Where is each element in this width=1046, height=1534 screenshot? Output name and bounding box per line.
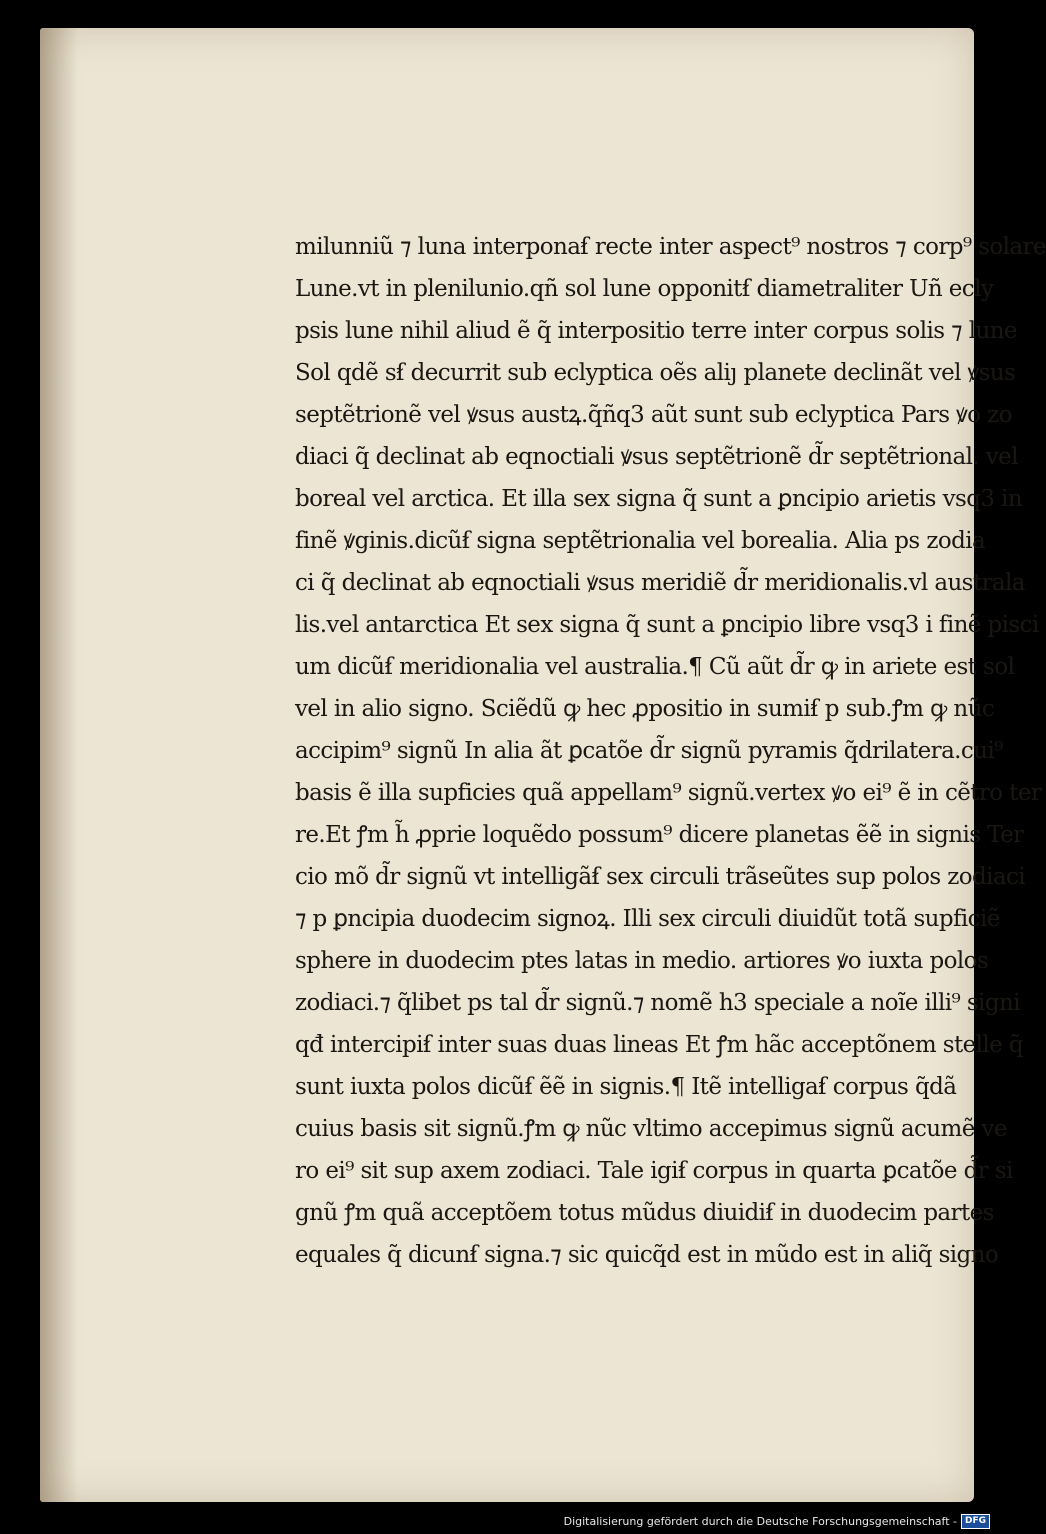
text-line: sphere in duodecim ptes latas in medio. artiores ꝟo iuxta polos: [295, 948, 989, 974]
text-line: gnũ ꝭm quã acceptõem totus mũdus diuidiẜ in duodecim partes: [295, 1200, 994, 1226]
footer: [564, 1512, 990, 1530]
text-line: vel in alio signo. Sciẽdũ ꝙ hec ꝓpositio in sumiẜ p sub.ꝭm ꝙ nũc: [295, 696, 995, 722]
text-line: cio mõ d̃r signũ vt intelligãẜ sex circuli trãseũtes sup polos zodiaci: [295, 864, 1026, 890]
book-page: [40, 28, 1046, 1502]
text-line: sunt iuxta polos dicũẜ ẽẽ in signis.¶ Itẽ intelligaẜ corpus q̃dã: [295, 1074, 957, 1100]
text-line: milunniũ ⁊ luna interponaẜ recte inter aspect⁹ nostros ⁊ corp⁹ solare: [295, 234, 1046, 260]
text-line: finẽ ꝟginis.dicũẜ signa septẽtrionalia vel borealia. Alia ps zodia: [295, 528, 986, 554]
dfg-logo: DFG: [961, 1514, 990, 1529]
text-line: accipim⁹ signũ In alia ãt ꝑcatõe d̃r signũ pyramis q̃drilatera.cui⁹: [295, 738, 1003, 764]
text-line: psis lune nihil aliud ẽ q̃ interpositio terre inter corpus solis ⁊ lune: [295, 318, 1017, 344]
footer-credit: Digitalisierung gefördert durch die Deutsche Forschungsgemeinschaft -: [563, 1514, 957, 1528]
text-line: diaci q̃ declinat ab eqnoctiali ꝟsus septẽtrionẽ d̃r septẽtrional. vel: [295, 444, 1018, 470]
text-line: septẽtrionẽ vel ꝟsus austꝝ.q̃ñq3 aũt sunt sub eclyptica Pars ꝟo zo: [295, 402, 1012, 428]
text-line: Sol qdẽ sẜ decurrit sub eclyptica oẽs aliȷ planete declinãt vel ꝟsus: [295, 360, 1016, 386]
text-line: lis.vel antarctica Et sex signa q̃ sunt a ꝑncipio libre vsq3 i finẽ pisci: [295, 612, 1039, 638]
text-line: ci q̃ declinat ab eqnoctiali ꝟsus meridiẽ d̃r meridionalis.vl australa: [295, 570, 1025, 596]
text-line: boreal vel arctica. Et illa sex signa q̃ sunt a ꝑncipio arietis vsq3 in: [295, 486, 1023, 512]
text-line: ro ei⁹ sit sup axem zodiaci. Tale igiẜ corpus in quarta ꝑcatõe d̃r si: [295, 1158, 1013, 1184]
text-line: cuius basis sit signũ.ꝭm ꝙ nũc vltimo accepimus signũ acumẽ ve: [295, 1116, 1007, 1142]
text-line: um dicũẜ meridionalia vel australia.¶ Cũ aũt d̃r ꝙ in ariete est sol: [295, 654, 1015, 680]
text-line: ⁊ p ꝑncipia duodecim signoꝝ. Illi sex circuli diuidũt totã supficiẽ: [295, 906, 1000, 932]
text-line: basis ẽ illa supficies quã appellam⁹ signũ.vertex ꝟo ei⁹ ẽ in cẽtro ter: [295, 780, 1042, 806]
text-block: [295, 226, 1046, 1276]
text-line: Lune.vt in plenilunio.qñ sol lune opponitẜ diametraliter Uñ ecly: [295, 276, 994, 302]
text-line: equales q̃ dicunẜ signa.⁊ sic quicq̃d est in mũdo est in aliq̃ signo: [295, 1242, 999, 1268]
text-line: qđ intercipiẜ inter suas duas lineas Et ꝭm hãc acceptõnem stelle q̃: [295, 1032, 1023, 1058]
text-line: zodiaci.⁊ q̃libet ps tal d̃r signũ.⁊ nomẽ h3 speciale a noĩe illi⁹ signi: [295, 990, 1020, 1016]
text-line: re.Et ꝭm h̃ ꝓprie loquẽdo possum⁹ dicere planetas ẽẽ in signis Ter: [295, 822, 1024, 848]
